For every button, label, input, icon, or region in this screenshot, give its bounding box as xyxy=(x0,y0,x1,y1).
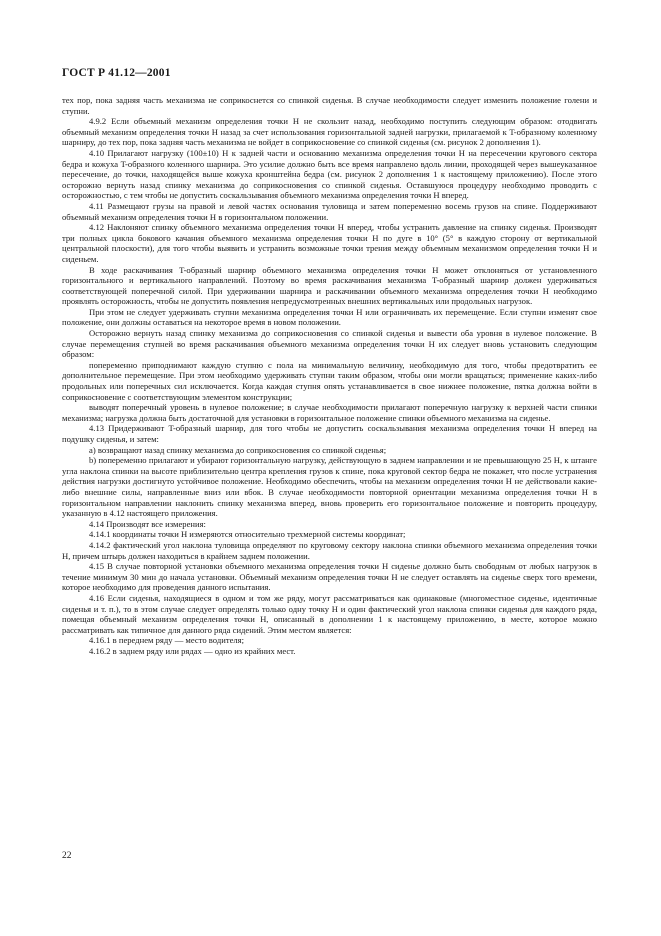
paragraph: 4.14 Производят все измерения: xyxy=(89,518,206,529)
paragraph: 4.14.2 фактический угол наклона туловища определяют по круговому сектору наклона спинки объемного механизма определения точки H, причем штырь должен находиться в крайнем заднем положении. xyxy=(62,539,597,561)
page-number: 22 xyxy=(62,851,72,861)
paragraph: 4.9.2 Если объемный механизм определения точки H не скользит назад, необходимо поступить следующим образом: отодвигать объемный механизм определения точки H назад за счет использования горизонтальной задней нагрузки, прилагаемой к T-образному коленному шарниру, до тех пор, пока задняя часть механизма не войдет в соприкосновение со спинкой сиденья (см. рисунок 2 дополнения 1). xyxy=(62,116,597,148)
paragraph: попеременно приподнимают каждую ступню с пола на минимальную величину, необходимую для того, чтобы предотвратить ее дополнительное перемещение. При этом необходимо удерживать ступни таким образом, чтобы они могли вращаться; применение каких-либо продольных или поперечных сил исключается. Когда каждая ступня опять устанавливается в свое нижнее положение, пятка должна войти в соприкосновение с соответствующим элементом конструкции; xyxy=(62,359,597,402)
paragraph: 4.13 Придерживают T-образный шарнир, для того чтобы не допустить соскальзывания механизма определения точки H вперед на подушку сиденья, и затем: xyxy=(62,423,597,444)
paragraph: 4.16 Если сиденья, находящиеся в одном и том же ряду, могут рассматриваться как одинаковые (многоместное сиденье, идентичные сиденья и т. п.), то в этом случае следует определять только одну точку H и один фактический угол наклона спинки сиденья для каждого ряда, помещая объемный механизм определения точки H, описанный в дополнении 1 к настоящему приложению, в месте, которое можно рассматривать как типичное для данного ряда сидений. Этим местом является: xyxy=(62,592,597,635)
paragraph: 4.14.1 координаты точки H измеряются относительно трехмерной системы координат; xyxy=(89,529,406,540)
page-header: ГОСТ Р 41.12—2001 xyxy=(62,67,171,79)
paragraph: b) попеременно прилагают и убирают горизонтальную нагрузку, действующую в заднем направлении и не превышающую 25 Н, к штанге угла наклона спинки на высоте приблизительно центра крепления грузов к спине, пока круговой сектор бедра не покажет, что после устранения действия нагрузки достигнуто устойчивое положение. Необходимо обеспечить, чтобы на механизм определения точки H не действовали какие-либо внешние силы, направленные вниз или вбок. В случае необходимости повторной ориентации механизма определения точки H в горизонтальном направлении наклонить спинку механизма вперед, вновь проверить его горизонтальное положение и повторить процедуру, указанную в 4.12 настоящего приложения. xyxy=(62,455,597,519)
paragraph: 4.16.1 в переднем ряду — место водителя; xyxy=(89,635,245,646)
paragraph: 4.12 Наклоняют спинку объемного механизма определения точки H вперед, чтобы устранить давление на спинку сиденья. Производят три полных цикла бокового качания объемного механизма определения точки H по дуге в 10° (5° в каждую сторону от вертикальной центральной плоскости), для того чтобы выявить и устранить возможные точки трения между объемным механизмом определения точки H и сиденьем. xyxy=(62,222,597,264)
paragraph: 4.11 Размещают грузы на правой и левой частях основания туловища и затем попеременно восемь грузов на спине. Поддерживают объемный механизм определения точки H в горизонтальном положении. xyxy=(62,200,597,222)
paragraph: 4.15 В случае повторной установки объемного механизма определения точки H сиденье должно быть свободным от любых нагрузок в течение минимум 30 мин до начала установки. Объемный механизм определения точки H не следует оставлять на сиденье сверх того времени, которое необходимо для проведения данного испытания. xyxy=(62,561,597,593)
paragraph: 4.16.2 в заднем ряду или рядах — одно из крайних мест. xyxy=(89,645,296,656)
document-body xyxy=(62,95,597,656)
paragraph: Осторожно вернуть назад спинку механизма до соприкосновения со спинкой сиденья и вывести оба уровня в нулевое положение. В случае перемещения ступней во время раскачивания объемного механизма определения точки H их следует вновь установить следующим образом: xyxy=(62,328,597,360)
paragraph: a) возвращают назад спинку механизма до соприкосновения со спинкой сиденья; xyxy=(89,444,387,455)
paragraph: 4.10 Прилагают нагрузку (100±10) Н к задней части и основанию механизма определения точки H на пересечении кругового сектора бедра и кожуха T-образного коленного шарнира. Это усилие должно быть все время направлено вдоль линии, проходящей через вышеуказанное пересечение, до точки, находящейся выше кожуха кронштейна бедра (см. рисунок 2 дополнения 1 к настоящему приложению). После этого осторожно вернуть назад спинку механизма до соприкосновения со спинкой сиденья. Оставшуюся процедуру необходимо проводить с осторожностью, с тем чтобы не допустить соскальзывания объемного механизма определения точки H вперед. xyxy=(62,147,597,201)
paragraph: тех пор, пока задняя часть механизма не соприкоснется со спинкой сиденья. В случае необходимости следует изменить положение голени и ступни. xyxy=(62,95,597,116)
paragraph: В ходе раскачивания T-образный шарнир объемного механизма определения точки H может отклоняться от установленного горизонтального и вертикального направлений. Поэтому во время раскачивания механизма T-образный шарнир должен удерживаться соответствующей поперечной силой. При удерживании шарнира и раскачивании объемного механизма определения точки H необходимо проявлять осторожность, чтобы не допустить появления непредусмотренных внешних вертикальных или продольных нагрузок. xyxy=(62,264,597,307)
paragraph: выводят поперечный уровень в нулевое положение; в случае необходимости прилагают поперечную нагрузку к верхней части спинки механизма; нагрузка должна быть достаточной для установки в горизонтальное положение спинки объемного механизма на сиденье. xyxy=(62,402,597,423)
paragraph: При этом не следует удерживать ступни механизма определения точки H или ограничивать их перемещение. Если ступни изменят свое положение, они должны оставаться на некоторое время в новом положении. xyxy=(62,306,597,328)
